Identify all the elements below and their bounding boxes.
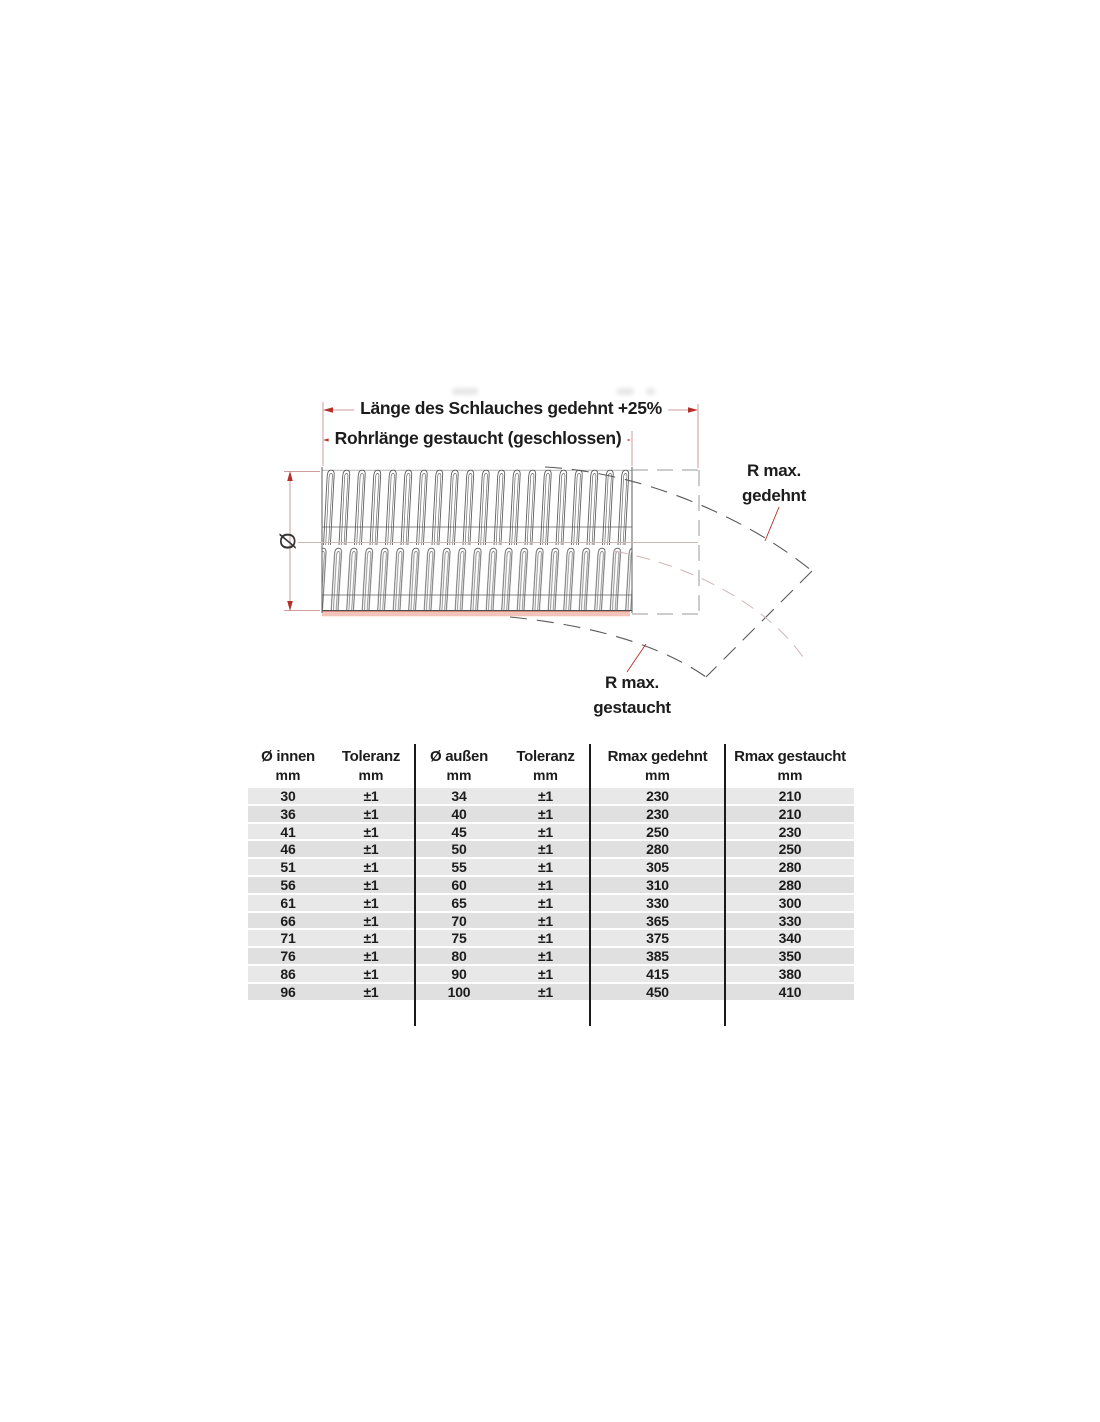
label-rmax-stretched [742, 458, 806, 508]
table-cell: ±1 [363, 912, 379, 929]
table-cell: 76 [280, 948, 296, 965]
table-cell: ±1 [537, 930, 554, 947]
table-row [248, 930, 854, 948]
table-row [248, 966, 854, 984]
table-cell: 34 [451, 788, 467, 804]
column-header-rmax-stretched: Rmax gedehnt mm [607, 748, 708, 783]
leader-rmax-compressed [627, 644, 646, 672]
table-cell: 60 [451, 876, 467, 893]
table-cell: 385 [646, 948, 669, 965]
table-cell: ±1 [537, 876, 554, 893]
table-cell: 210 [778, 805, 802, 822]
dimension-table [248, 744, 854, 1026]
table-row [248, 859, 854, 877]
table-row [248, 824, 854, 842]
table-cell: 86 [280, 965, 296, 982]
leader-rmax-stretched [765, 507, 779, 541]
label-length-compressed: Rohrlänge gestaucht (geschlossen) [329, 428, 628, 449]
table-cell: 410 [778, 983, 802, 1000]
table-cell: 65 [451, 894, 467, 911]
table-cell: 330 [646, 894, 669, 911]
table-cell: 90 [451, 965, 467, 982]
table-cell: 380 [778, 965, 802, 982]
label-rmax-compressed-line2: gestaucht [593, 698, 671, 717]
table-cell: 280 [778, 876, 802, 893]
table-cell: ±1 [537, 912, 554, 929]
table-cell: 210 [778, 788, 802, 804]
table-cell: 30 [280, 788, 296, 804]
table-column-divider [414, 744, 416, 1026]
label-rmax-compressed-line1: R max. [605, 673, 659, 692]
table-cell: 56 [280, 876, 296, 893]
table-cell: 45 [451, 823, 467, 840]
table-row [248, 877, 854, 895]
table-cell: 250 [778, 841, 802, 858]
arrow-down-icon [287, 601, 293, 611]
table-cell: 350 [778, 948, 802, 965]
table-cell: ±1 [537, 823, 554, 840]
table-cell: ±1 [363, 841, 379, 858]
table-cell: ±1 [537, 983, 554, 1000]
table-cell: 340 [778, 930, 802, 947]
table-cell: 365 [646, 912, 669, 929]
table-cell: 80 [451, 948, 467, 965]
table-cell: ±1 [363, 894, 379, 911]
table-cell: ±1 [363, 983, 379, 1000]
arrow-right-icon [688, 407, 698, 413]
table-cell: 96 [280, 983, 296, 1000]
table-cell: 46 [280, 841, 296, 858]
table-cell: ±1 [537, 894, 554, 911]
table-cell: 66 [280, 912, 296, 929]
table-row [248, 895, 854, 913]
column-header-inner-diameter: Ø innen mm [261, 748, 315, 783]
label-rmax-stretched-line2: gedehnt [741, 486, 807, 505]
table-cell: 330 [778, 912, 802, 929]
column-header-rmax-compressed: Rmax gestaucht mm [734, 748, 846, 783]
table-row [248, 841, 854, 859]
table-column-divider [724, 744, 726, 1026]
table-cell: 280 [646, 841, 669, 858]
table-cell: 280 [778, 859, 802, 876]
table-cell: 375 [646, 930, 669, 947]
arrow-left-icon [323, 407, 333, 413]
table-body [248, 788, 854, 1002]
table-row [248, 948, 854, 966]
table-cell: ±1 [537, 841, 554, 858]
bend-end-cap [706, 571, 812, 677]
arrow-up-icon [287, 471, 293, 481]
table-cell: ±1 [537, 965, 554, 982]
column-header-tolerance-2: Toleranz mm [516, 748, 575, 783]
diameter-symbol: Ø [275, 532, 301, 550]
table-cell: 450 [646, 983, 669, 1000]
table-row [248, 913, 854, 931]
table-cell: 51 [280, 859, 296, 876]
bent-center-line [614, 551, 803, 657]
table-cell: 55 [451, 859, 467, 876]
table-cell: ±1 [363, 805, 379, 822]
table-row [248, 788, 854, 806]
table-cell: 40 [451, 805, 467, 822]
table-cell: 305 [646, 859, 669, 876]
table-cell: 230 [646, 788, 669, 804]
table-row [248, 984, 854, 1002]
table-cell: 415 [646, 965, 669, 982]
table-cell: ±1 [537, 859, 554, 876]
table-cell: ±1 [537, 788, 554, 804]
inner-bend-curve [510, 617, 706, 677]
table-cell: ±1 [537, 948, 554, 965]
table-cell: 70 [451, 912, 467, 929]
table-cell: 230 [778, 823, 802, 840]
label-rmax-stretched-line1: R max. [747, 461, 801, 480]
table-cell: ±1 [363, 788, 379, 804]
table-cell: 75 [451, 930, 467, 947]
table-cell: ±1 [363, 859, 379, 876]
hose-bottom-highlight [322, 611, 630, 616]
column-header-outer-diameter: Ø außen mm [430, 748, 488, 783]
table-cell: 100 [447, 983, 471, 1000]
table-cell: 300 [778, 894, 802, 911]
table-cell: ±1 [363, 876, 379, 893]
table-cell: ±1 [363, 930, 379, 947]
table-cell: ±1 [363, 823, 379, 840]
label-rmax-compressed [593, 670, 671, 720]
label-length-stretched: Länge des Schlauches gedehnt +25% [354, 398, 668, 419]
column-header-tolerance-1: Toleranz mm [341, 748, 401, 783]
table-cell: 41 [280, 823, 296, 840]
table-cell: 310 [646, 876, 669, 893]
dimension-diameter [276, 471, 321, 611]
table-header-row [248, 744, 854, 788]
table-cell: 71 [280, 930, 296, 947]
table-row [248, 806, 854, 824]
table-cell: 250 [646, 823, 669, 840]
table-cell: 230 [646, 805, 669, 822]
table-cell: ±1 [363, 965, 379, 982]
table-cell: ±1 [537, 805, 554, 822]
table-cell: 50 [451, 841, 467, 858]
table-cell: ±1 [363, 948, 379, 965]
table-cell: 61 [280, 894, 296, 911]
table-cell: 36 [280, 805, 296, 822]
corrugated-hose [298, 467, 698, 616]
table-column-divider [589, 744, 591, 1026]
